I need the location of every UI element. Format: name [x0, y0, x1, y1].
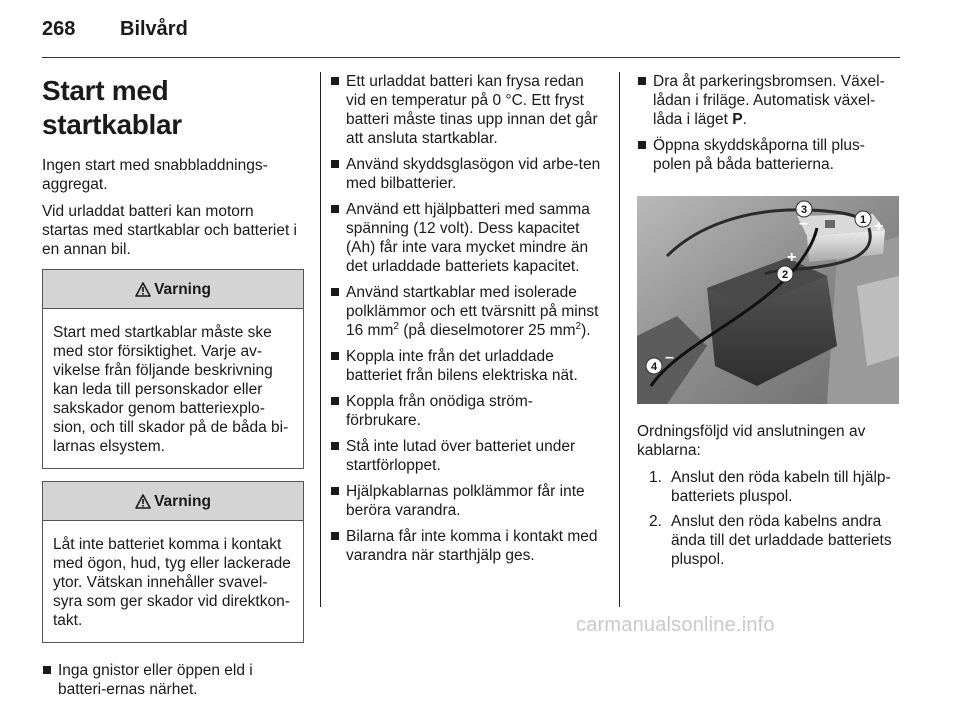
- minus-sign: –: [799, 215, 808, 232]
- step-number: 1.: [649, 469, 662, 486]
- superscript: 2: [393, 320, 399, 332]
- warning-body-1: Start med startkablar måste ske med stor försiktighet. Varje av-vikelse från följande beskrivning kan leda till personskador eller sakskador genom batteriexplo-sion, och till skador på de båda bi-larnas elsystem.: [53, 324, 289, 455]
- superscript: 2: [575, 320, 582, 332]
- label-3: 3: [800, 204, 808, 216]
- column-2: [330, 72, 602, 572]
- column-divider-1: [320, 72, 321, 607]
- list-item: [637, 468, 901, 506]
- header-rule: [42, 57, 900, 58]
- step-number: 2.: [649, 513, 662, 530]
- warning-title-2: Varning: [154, 492, 211, 510]
- connection-steps: [637, 468, 901, 569]
- label-4: 4: [650, 361, 658, 373]
- list-item: Inga gnistor eller öppen eld i batteri-ernas närhet.: [42, 661, 304, 699]
- warning-triangle-icon: [135, 494, 151, 509]
- warning-body-2: Låt inte batteriet komma i kontakt med ögon, hud, tyg eller lackerade ytor. Vätskan innehåller svavel-syra som ger skador vid direktkon-takt.: [53, 536, 291, 629]
- list-item: [637, 72, 901, 129]
- list-item: Koppla från onödiga ström-förbrukare.: [330, 392, 602, 430]
- label-2: 2: [781, 269, 789, 281]
- list-item: Använd skyddsglasögon vid arbe-ten med bilbatterier.: [330, 155, 602, 193]
- cable-text-1: Använd startkablar med isolerade polklämmor och ett tvärsnitt på minst 16 mm: [346, 284, 599, 339]
- list-item: Hjälpkablarnas polklämmor får inte beröra varandra.: [330, 482, 602, 520]
- list-item: Ett urladdat batteri kan frysa redan vid en temperatur på 0 °C. Ett fryst batteri måste tinas upp innan det går att ansluta startkablar.: [330, 72, 602, 148]
- warning-title-1: Varning: [154, 280, 211, 298]
- step-text: Anslut den röda kabelns andra ända till det urladdade batteriets pluspol.: [671, 513, 892, 568]
- col1-bullet-list: [42, 661, 304, 699]
- section-title: Bilvård: [120, 18, 188, 40]
- page-number: 268: [42, 18, 76, 40]
- list-item: Bilarna får inte komma i kontakt med varandra när starthjälp ges.: [330, 527, 602, 565]
- list-item: Använd ett hjälpbatteri med samma spänning (12 volt). Dess kapacitet (Ah) får inte vara mycket mindre än det urladdade batteriets kapacitet.: [330, 200, 602, 276]
- list-item: Öppna skyddskåporna till plus-polen på båda batterierna.: [637, 136, 901, 174]
- warning-header-1: [43, 270, 303, 309]
- intro-paragraph-2: Vid urladdat batteri kan motorn startas med startkablar och batteriet i en annan bil.: [42, 203, 298, 258]
- warning-triangle-icon: [135, 282, 151, 297]
- order-intro: Ordningsföljd vid anslutningen av kablarna:: [637, 423, 866, 459]
- watermark: carmanualsonline.info: [576, 614, 775, 636]
- cable-text-2: (på dieselmotorer 25 mm: [398, 322, 576, 339]
- bullet1-text: Dra åt parkeringsbromsen. Växel-lådan i friläge. Automatisk växel-låda i läget: [653, 73, 885, 128]
- gear-position-p: P: [732, 111, 743, 128]
- column-1: [42, 72, 304, 706]
- plus-sign: +: [787, 249, 797, 266]
- list-item: Stå inte lutad över batteriet under startförloppet.: [330, 437, 602, 475]
- list-item: Koppla inte från det urladdade batteriet från bilens elektriska nät.: [330, 347, 602, 385]
- list-item: [637, 512, 901, 569]
- warning-header-2: [43, 482, 303, 521]
- warning-box-1: [42, 269, 304, 469]
- warning-box-2: [42, 481, 304, 643]
- col2-bullet-list: [330, 72, 602, 565]
- intro-paragraph-1: Ingen start med snabbladdnings-aggregat.: [42, 157, 268, 193]
- step-text: Anslut den röda kabeln till hjälp-batteriets pluspol.: [671, 469, 891, 505]
- cable-text-3: ).: [581, 322, 591, 339]
- col3-bullet-list: [637, 72, 901, 174]
- column-divider-2: [619, 72, 620, 607]
- list-item-cable-spec: [330, 283, 602, 340]
- page-title: Start med startkablar: [42, 75, 182, 140]
- page-header: [42, 18, 902, 48]
- engine-bay-battery-photo: [637, 196, 899, 404]
- bullet1-end: .: [742, 111, 747, 128]
- label-1: 1: [859, 214, 867, 226]
- minus-sign: –: [665, 349, 674, 366]
- column-3: [637, 72, 901, 575]
- plus-sign: +: [874, 218, 884, 235]
